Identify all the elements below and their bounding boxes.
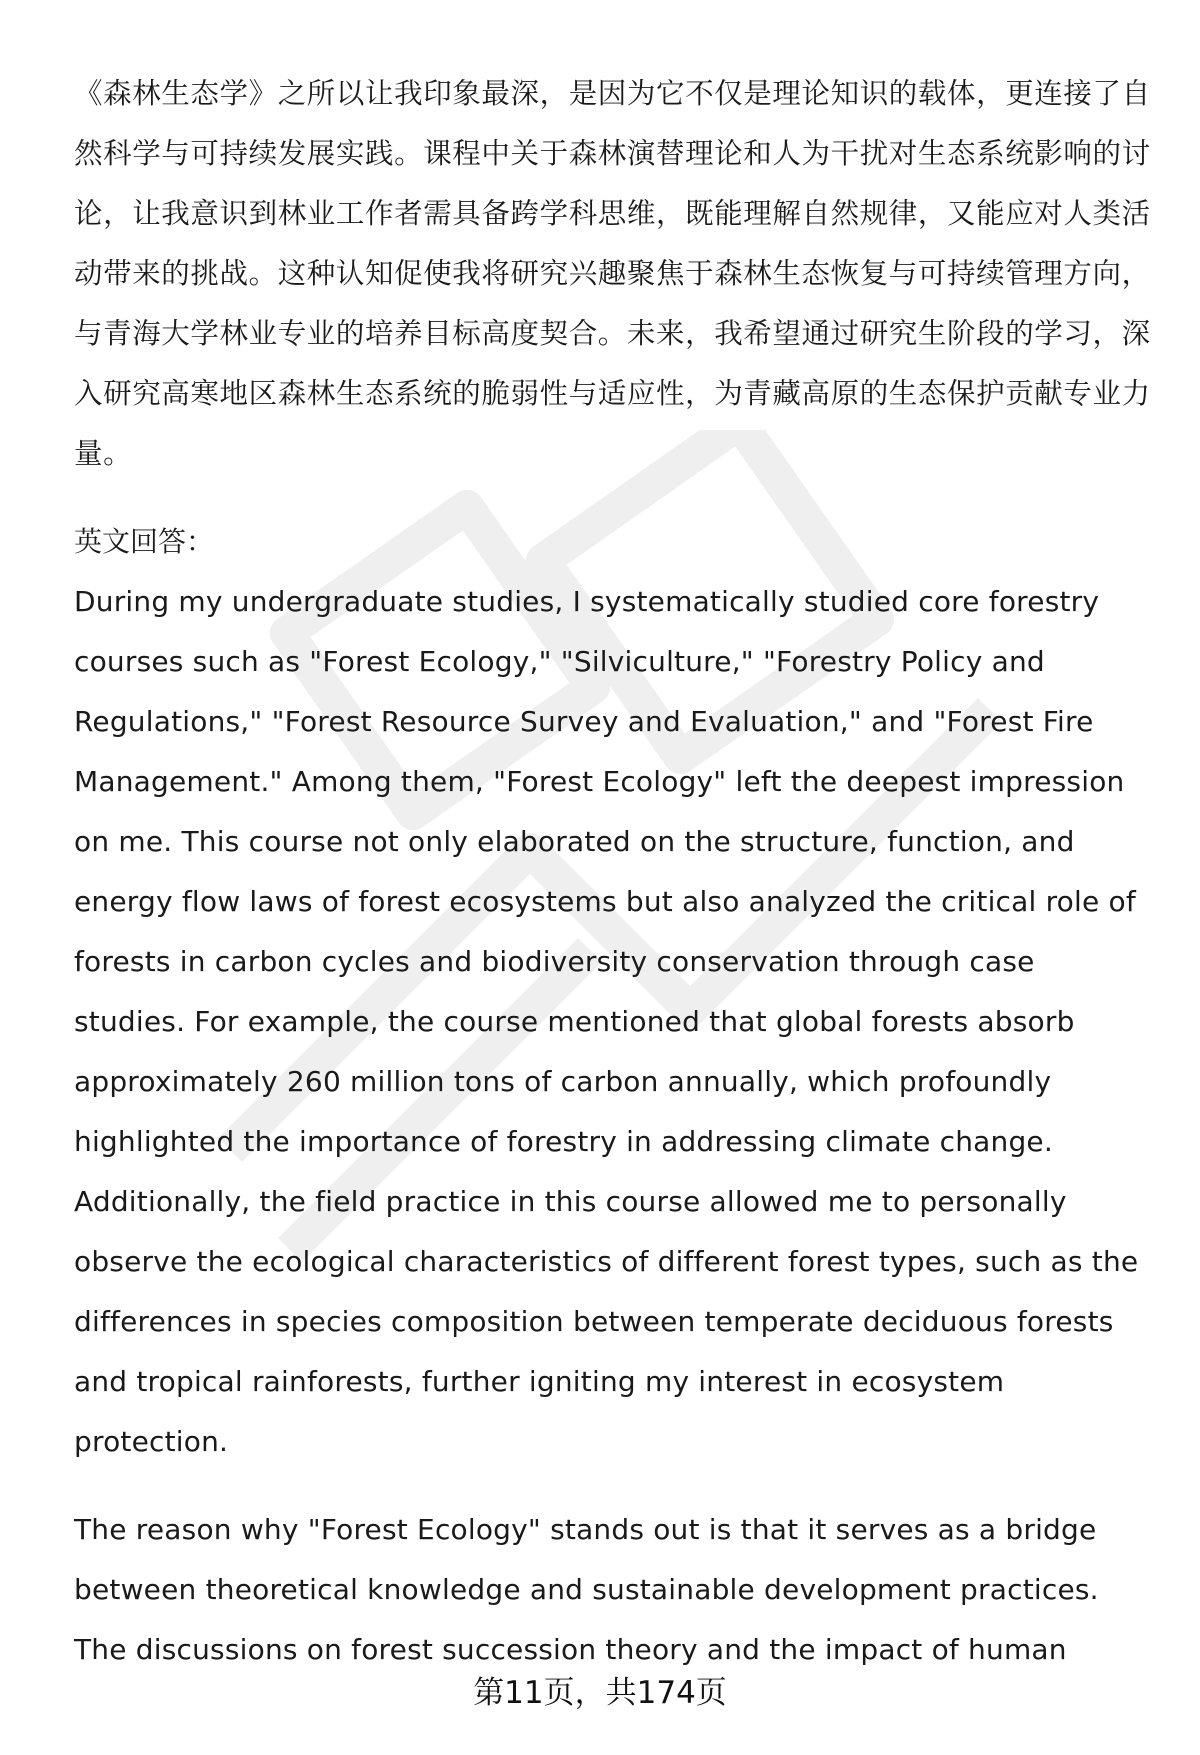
english-answer-heading: 英文回答： [74, 525, 215, 558]
english-paragraph-1: During my undergraduate studies, I systematically studied core forestry courses such as "Forest Ecology," "Silviculture," "Forestry Policy and Regulations," "Forest Resource Survey and Evaluation," and "Forest Fire Management." Among them, "Forest Ecology" left the deepest impression on me. This course not only elaborated on the structure, function, and energy flow laws of forest ecosystems but also analyzed the critical role of forests in carbon cycles and biodiversity conservation through case studies. For example, the course mentioned that global forests absorb approximately 260 million tons of carbon annually, which profoundly highlighted the importance of forestry in addressing climate change. Additionally, the field practice in this course allowed me to personally observe the ecological characteristics of different forest types, such as the differences in species composition between temperate deciduous forests and tropical rainforests, further igniting my interest in ecosystem protection. [74, 585, 1139, 1458]
document-body [74, 64, 1154, 1680]
page-number: 第11页，共174页 [473, 1675, 727, 1711]
english-paragraph-2: The reason why "Forest Ecology" stands out is that it serves as a bridge between theoretical knowledge and sustainable development practices. The discussions on forest succession theory and the impact of human [74, 1513, 1099, 1666]
chinese-paragraph: 《森林生态学》之所以让我印象最深，是因为它不仅是理论知识的载体，更连接了自然科学与可持续发展实践。课程中关于森林演替理论和人为干扰对生态系统影响的讨论，让我意识到林业工作者需具备跨学科思维，既能理解自然规律，又能应对人类活动带来的挑战。这种认知促使我将研究兴趣聚焦于森林生态恢复与可持续管理方向，与青海大学林业专业的培养目标高度契合。未来，我希望通过研究生阶段的学习，深入研究高寒地区森林生态系统的脆弱性与适应性，为青藏高原的生态保护贡献专业力量。 [74, 77, 1151, 470]
